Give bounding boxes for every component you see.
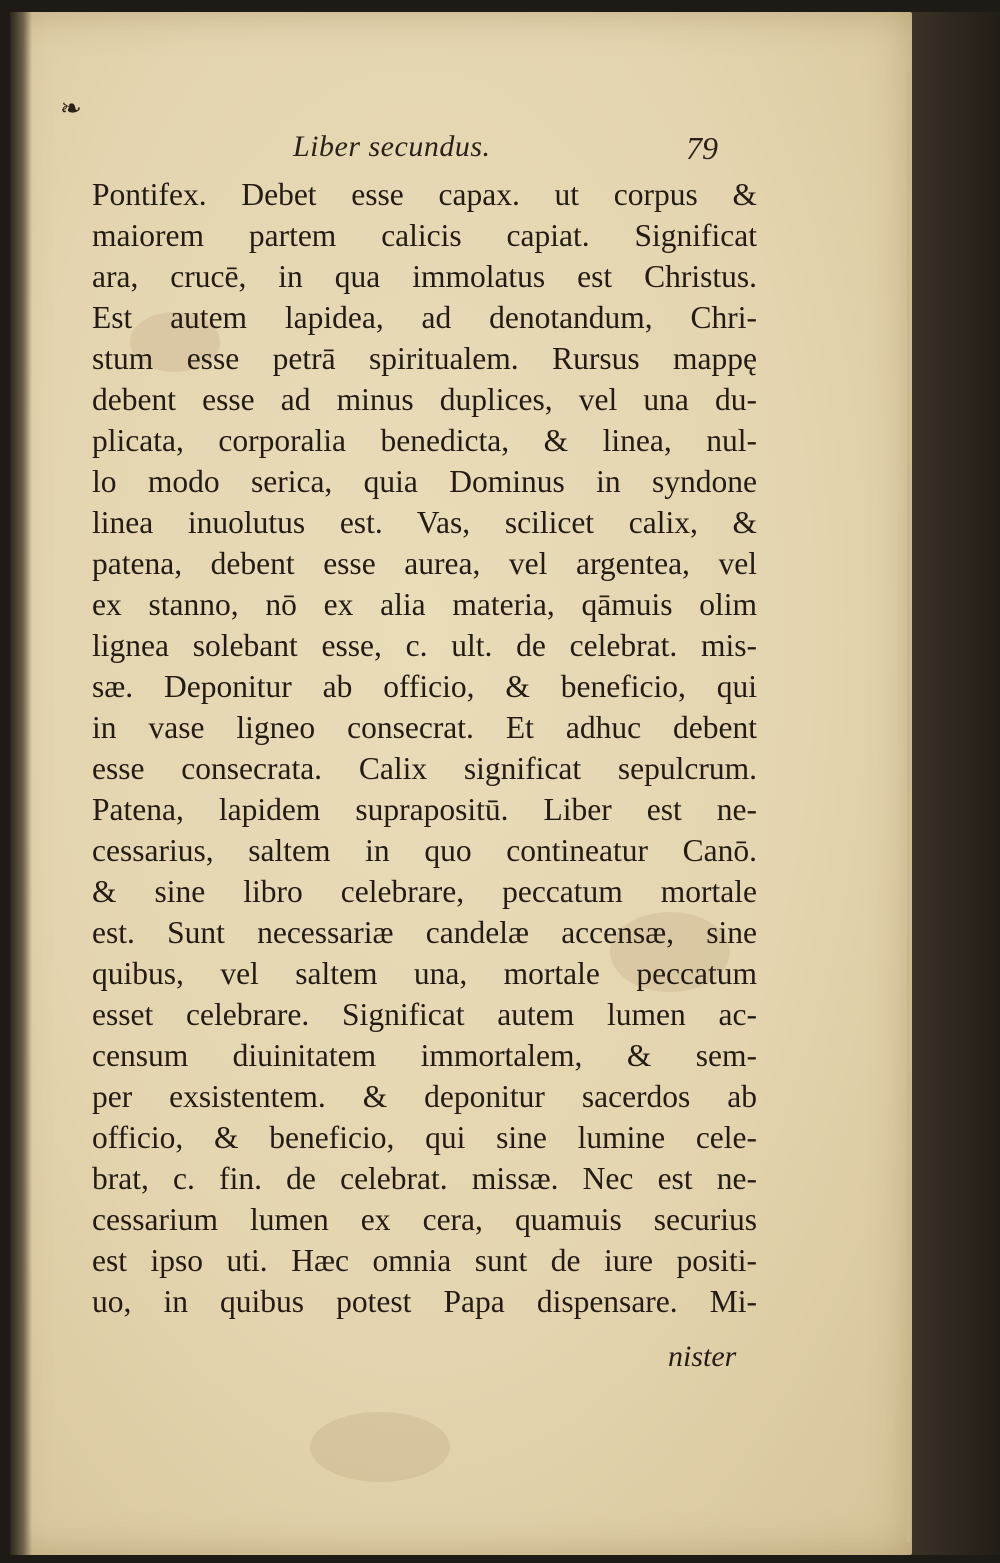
text-line: cessarius, saltem in quo contineatur Canō.: [92, 833, 757, 868]
catchword: nister: [668, 1340, 737, 1373]
text-line: & sine libro celebrare, peccatum mortale: [92, 874, 757, 909]
text-line: censum diuinitatem immortalem, & sem-: [92, 1038, 757, 1073]
page-edge-line: [907, 72, 910, 1542]
page-number: 79: [686, 130, 718, 166]
text-line: maiorem partem calicis capiat. Significat: [92, 218, 757, 253]
text-line: patena, debent esse aurea, vel argentea, vel: [92, 546, 757, 581]
body-text: [92, 174, 757, 1322]
text-line: lignea solebant esse, c. ult. de celebrat. mis-: [92, 628, 757, 663]
text-line: stum esse petrā spiritualem. Rursus mappę: [92, 341, 757, 376]
text-line: Patena, lapidem suprapositū. Liber est ne-: [92, 792, 757, 827]
text-line: debent esse ad minus duplices, vel una du-: [92, 382, 757, 417]
book-page: [10, 12, 912, 1555]
text-line: est. Sunt necessariæ candelæ accensæ, sine: [92, 915, 757, 950]
text-line: in vase ligneo consecrat. Et adhuc debent: [92, 710, 757, 745]
running-title: Liber secundus.: [293, 130, 491, 163]
text-line: ara, crucē, in qua immolatus est Christus.: [92, 259, 757, 294]
text-line: esse consecrata. Calix significat sepulcrum.: [92, 751, 757, 786]
text-line: uo, in quibus potest Papa dispensare. Mi-: [92, 1284, 757, 1319]
text-line: cessarium lumen ex cera, quamuis securius: [92, 1202, 757, 1237]
text-line: sæ. Deponitur ab officio, & beneficio, qui: [92, 669, 757, 704]
text-line: plicata, corporalia benedicta, & linea, nul-: [92, 423, 757, 458]
page-fore-edge: [912, 12, 1000, 1555]
text-line: officio, & beneficio, qui sine lumine cele-: [92, 1120, 757, 1155]
text-line: brat, c. fin. de celebrat. missæ. Nec est ne-: [92, 1161, 757, 1196]
text-line: Est autem lapidea, ad denotandum, Chri-: [92, 300, 757, 335]
text-line: Pontifex. Debet esse capax. ut corpus &: [92, 177, 757, 212]
paper-stain: [310, 1412, 450, 1482]
text-line: esset celebrare. Significat autem lumen ac-: [92, 997, 757, 1032]
corner-mark: ❧: [60, 94, 82, 123]
text-line: per exsistentem. & deponitur sacerdos ab: [92, 1079, 757, 1114]
text-line: linea inuolutus est. Vas, scilicet calix, &: [92, 505, 757, 540]
text-line: est ipso uti. Hæc omnia sunt de iure positi-: [92, 1243, 757, 1278]
text-line: ex stanno, nō ex alia materia, qāmuis olim: [92, 587, 757, 622]
binding-gutter: [10, 12, 32, 1555]
text-line: lo modo serica, quia Dominus in syndone: [92, 464, 757, 499]
running-header: [10, 130, 912, 176]
text-line: quibus, vel saltem una, mortale peccatum: [92, 956, 757, 991]
